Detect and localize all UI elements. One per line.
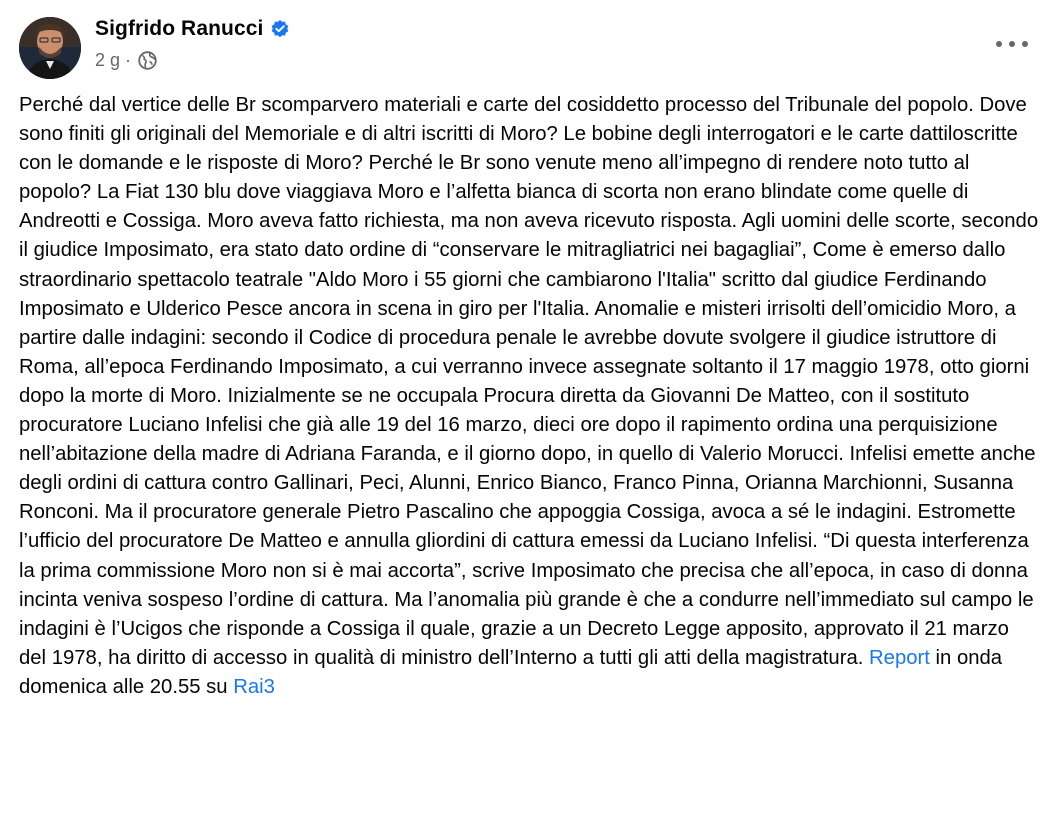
post-meta bbox=[95, 50, 157, 71]
more-horizontal-icon bbox=[996, 41, 1002, 47]
meta-separator: · bbox=[125, 50, 132, 70]
more-options-button[interactable] bbox=[996, 32, 1028, 56]
post-text-main: Perché dal vertice delle Br scomparvero materiali e carte del cosiddetto processo del Tribunale del popolo. Dove sono finiti gli originali del Memoriale e di altri iscritti di Moro? Le bobine degli interrogatori e le carte dattiloscritte con le domande e le risposte di Moro? Perché le Br sono venute meno all’impegno di rendere noto tutto al popolo? La Fiat 130 blu dove viaggiava Moro e l’alfetta bianca di scorta non erano blindate come quelle di Andreotti e Cossiga. Moro aveva fatto richiesta, ma non aveva ricevuto risposta. Agli uomini delle scorte, secondo il giudice Imposimato, era stato dato ordine di “conservare le mitragliatrici nei bagagliai”, Come è emerso dallo straordinario spettacolo teatrale "Aldo Moro i 55 giorni che cambiarono l'Italia" scritto dal giudice Ferdinando Imposimato e Ulderico Pesce ancora in scena in giro per l'Italia. Anomalie e misteri irrisolti dell’omicidio Moro, a partire dalle indagini: secondo il Codice di procedura penale le avrebbe dovute svolgere il giudice istruttore di Roma, all’epoca Ferdinando Imposimato, a cui verranno invece assegnate soltanto il 17 maggio 1978, otto giorni dopo la morte di Moro. Inizialmente se ne occupala Procura diretta da Giovanni De Matteo, con il sostituto procuratore Luciano Infelisi che già alle 19 del 16 marzo, dieci ore dopo il rapimento ordina una perquisizione nell’abitazione della madre di Adriana Faranda, e il giorno dopo, in quello di Valerio Morucci. Infelisi emette anche degli ordini di cattura contro Gallinari, Peci, Alunni, Enrico Bianco, Franco Pinna, Orianna Marchionni, Susanna Ronconi. Ma il procuratore generale Pietro Pascalino che appoggia Cossiga, avoca a sé le indagini. Estromette l’ufficio del procuratore De Matteo e annulla gliordini di cattura emessi da Luciano Infelisi. “Di questa interferenza la prima commissione Moro non si è mai accorta”, scrive Imposimato che precisa che all’epoca, in caso di donna incinta veniva sospeso l’ordine di cattura. Ma l’anomalia più grande è che a condurre nell’immediato sul campo le indagini è l’Ucigos che risponde a Cossiga il quale, grazie a un Decreto Legge apposito, approvato il 21 marzo del 1978, ha diritto di accesso in qualità di ministro dell’Interno a tutti gli atti della magistratura. bbox=[19, 94, 1039, 669]
rai3-link[interactable]: Rai3 bbox=[233, 675, 275, 698]
profile-photo bbox=[19, 17, 81, 79]
post-body-text bbox=[19, 91, 1039, 702]
author-name[interactable]: Sigfrido Ranucci bbox=[95, 17, 264, 40]
author-avatar[interactable] bbox=[19, 17, 81, 79]
verified-badge-icon bbox=[270, 19, 290, 39]
post-text-tail: in onda domenica alle 20.55 su bbox=[19, 646, 1003, 698]
author-row bbox=[95, 17, 290, 41]
globe-icon[interactable] bbox=[138, 51, 157, 70]
post-timestamp[interactable]: 2 g bbox=[95, 50, 121, 70]
report-link[interactable]: Report bbox=[869, 646, 930, 669]
